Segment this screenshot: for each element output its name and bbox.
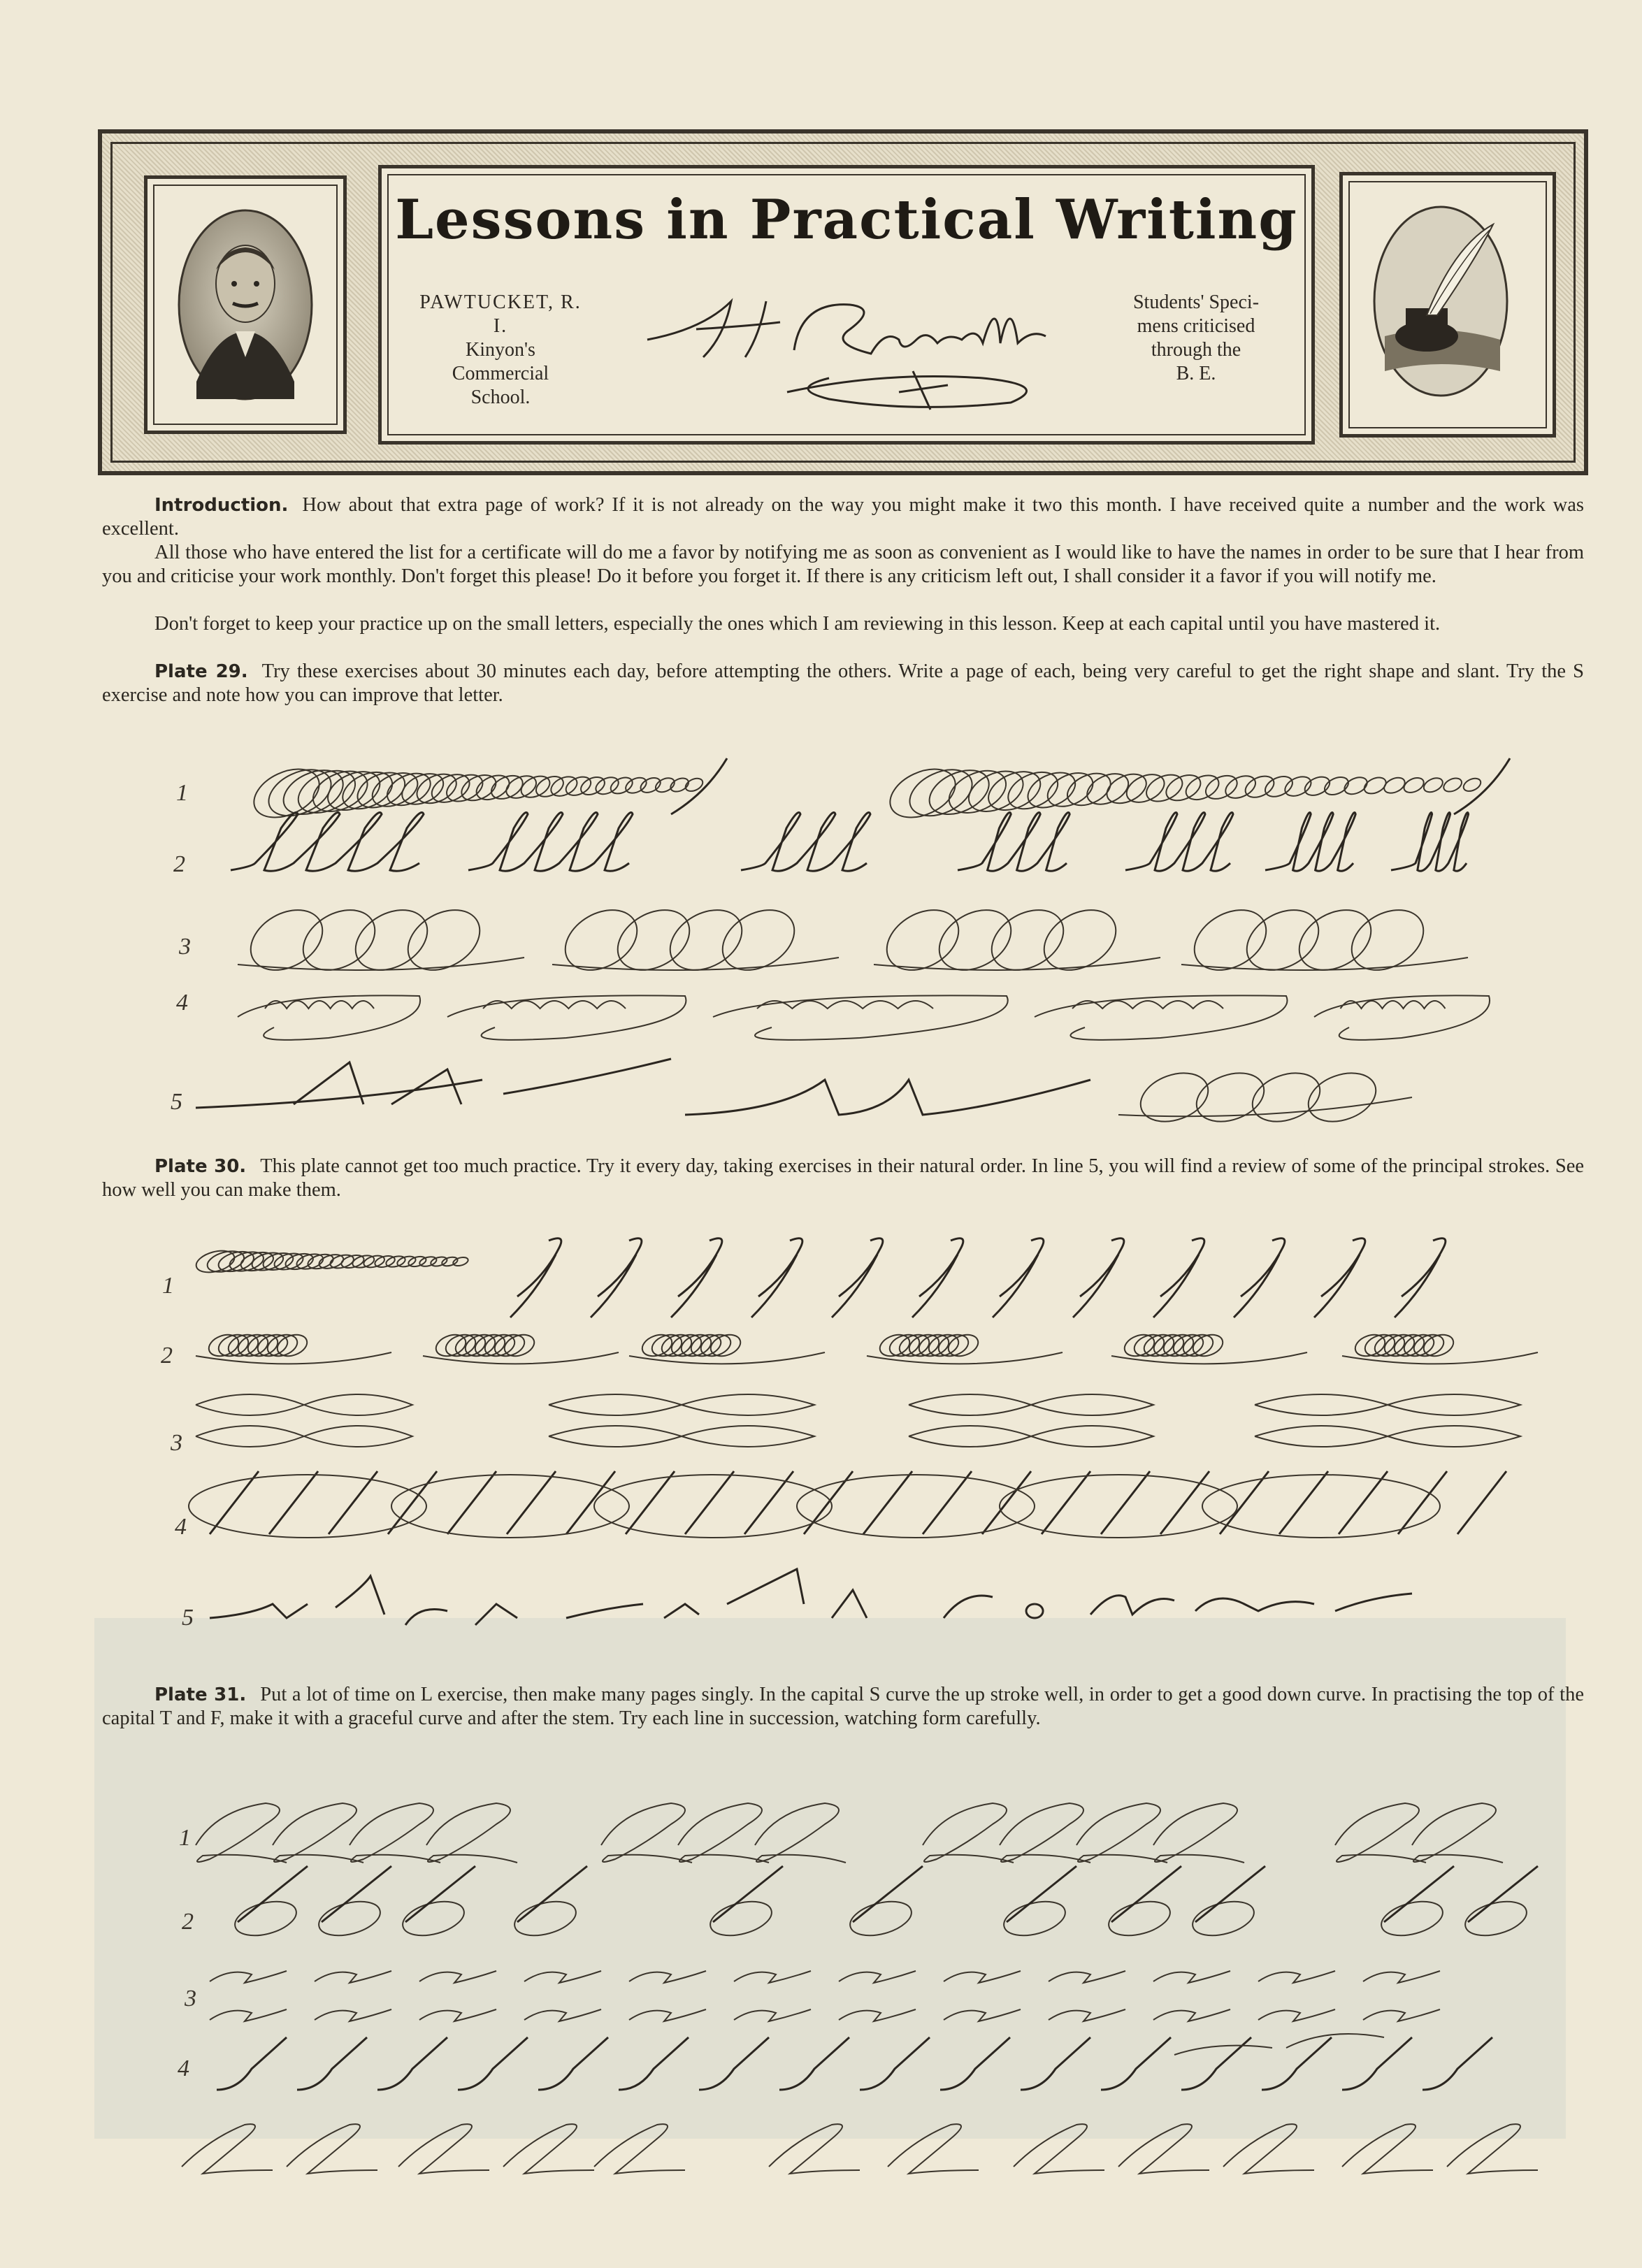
plate29-row-3-ovals <box>238 898 1468 983</box>
capital-L-stroke <box>1153 1803 1244 1863</box>
banner-title: Lessons in Practical Writing <box>395 188 1298 252</box>
capital-L-stroke <box>923 1803 1014 1863</box>
capital-S-upstroke <box>1468 1866 1538 1922</box>
slant-stroke <box>210 1471 259 1534</box>
plate29-row-5-strokes <box>196 1059 1412 1130</box>
plate31-exercises <box>154 1761 1538 2181</box>
cap-stroke <box>1258 2009 1335 2021</box>
capital-S-upstroke <box>713 1866 783 1922</box>
loop-letter-stroke <box>1125 813 1233 872</box>
capital-S-upstroke <box>322 1866 391 1922</box>
capital-oval <box>1134 1064 1215 1130</box>
critique-line-2: mens criticised <box>1137 315 1255 337</box>
stem-stroke <box>1342 2037 1412 2090</box>
compact-baseline <box>1111 1352 1307 1364</box>
cap-stroke <box>944 1971 1021 1983</box>
cap-stroke <box>839 2009 916 2021</box>
cap-stroke <box>419 2009 496 2021</box>
figure-eight <box>549 1426 814 1447</box>
cap-stroke <box>1049 2009 1125 2021</box>
capital-stem-stroke <box>912 1238 963 1317</box>
stem-stroke <box>1423 2037 1492 2090</box>
cap-stroke <box>1153 1971 1230 1983</box>
intro-paragraph-3: Don't forget to keep your practice up on the small letters, especially the ones which I am reviewing in this lesson. Keep at each capital until you have mastered it. <box>154 613 1441 635</box>
loop-letter-stroke <box>1265 813 1355 872</box>
plate30-lead: Plate 30. <box>154 1156 247 1177</box>
plate31-drawing <box>154 1761 1538 2181</box>
stem-stroke <box>940 2037 1010 2090</box>
capital-stem-stroke <box>832 1238 883 1317</box>
plate29-row-2-loops <box>231 813 1469 872</box>
slant-stroke <box>863 1471 912 1534</box>
capital-S-upstroke <box>853 1866 923 1922</box>
stem-stroke <box>538 2037 608 2090</box>
cap-stroke <box>1363 2009 1440 2021</box>
capital-L-stroke <box>287 2124 377 2174</box>
slant-stroke <box>507 1471 556 1534</box>
plate29-line-number-5: 5 <box>171 1089 182 1115</box>
compact-baseline <box>867 1352 1063 1364</box>
capital-L-stroke <box>1076 1803 1167 1863</box>
capital-L-stroke <box>350 1803 440 1863</box>
plate31-row-2-capital-S <box>231 1866 1538 1942</box>
capital-L-stroke <box>398 2124 489 2174</box>
coil-oval <box>1441 776 1464 795</box>
plate29-exercises <box>154 716 1538 1136</box>
plate29-line-number-4: 4 <box>176 990 188 1016</box>
cap-stroke <box>629 1971 706 1983</box>
oval-baseline <box>1181 958 1468 970</box>
plate31-line-number-3: 3 <box>185 1986 196 2011</box>
plate31-line-number-1: 1 <box>179 1825 191 1851</box>
intro-text-1: How about that extra page of work? If it is not already on the way you might make it two this month. I have received quite a number and the work was excellent. <box>102 494 1584 540</box>
plate31-row-1-capital-L <box>196 1803 1503 1863</box>
capital-S-upstroke <box>405 1866 475 1922</box>
signature-image <box>619 273 1081 420</box>
capital-S-stroke <box>1223 2124 1314 2174</box>
plate29-line-number-3: 3 <box>179 934 191 960</box>
compact-baseline <box>196 1352 391 1364</box>
oval-baseline <box>874 958 1160 970</box>
capital-stem-stroke <box>510 1238 561 1317</box>
stem-stroke <box>699 2037 769 2090</box>
capital-L-stroke <box>1412 1803 1503 1863</box>
author-portrait-image <box>175 207 315 403</box>
header-banner <box>98 129 1588 475</box>
figure-eight <box>549 1394 814 1415</box>
stem-stroke <box>297 2037 367 2090</box>
compact-letter <box>757 1001 933 1009</box>
capital-stem-stroke <box>993 1238 1044 1317</box>
plate30-line-number-4: 4 <box>175 1514 187 1540</box>
capital-stem-stroke <box>591 1238 642 1317</box>
stem-stroke <box>1262 2037 1332 2090</box>
capital-L-stroke <box>755 1803 846 1863</box>
slant-stroke <box>1101 1471 1150 1534</box>
cap-stroke <box>524 1971 601 1983</box>
figure-eight <box>909 1426 1153 1447</box>
school-name-3: School. <box>470 387 531 408</box>
coil-exit-stroke <box>671 758 727 814</box>
school-city: PAWTUCKET, R. I. <box>419 291 582 337</box>
compact-oval <box>1035 995 1288 1039</box>
coil-oval <box>1462 776 1483 793</box>
review-stroke <box>210 1576 517 1625</box>
plate31-row-4-stems <box>217 2034 1492 2090</box>
plate29-paragraph <box>102 660 1584 707</box>
capital-L-stroke <box>601 1803 692 1863</box>
school-info <box>410 291 591 410</box>
plate31-line-number-4: 4 <box>178 2056 189 2081</box>
intro-paragraph-2: All those who have entered the list for a certificate will do me a favor by notifying me as soon as convenient as I would like to have the names in order to be sure that I hear from you and criticise your work monthly. Don't forget this please! Do it before you forget it. If there is any criticism left out, I shall consider it a favor if you will notify me. <box>102 542 1584 587</box>
capital-S-upstroke <box>1111 1866 1181 1922</box>
capital-S-stroke <box>503 2124 594 2174</box>
review-stroke <box>566 1569 867 1618</box>
cap-stroke <box>839 1971 916 1983</box>
plate31-text: Put a lot of time on L exercise, then make many pages singly. In the capital S curve the up stroke well, in order to get a good down curve. In practising the top of the capital T and F, make it with a graceful curve and after the stem. Try each line in succession, watching form carefully. <box>102 1684 1584 1729</box>
capital-L-stroke <box>1342 2124 1433 2174</box>
coil-oval <box>1422 775 1445 795</box>
slant-stroke <box>1457 1471 1506 1534</box>
cap-stroke <box>629 2009 706 2021</box>
oval-baseline <box>552 958 839 970</box>
compact-baseline <box>629 1352 825 1364</box>
capital-oval <box>1302 1064 1383 1130</box>
capital-stem-stroke <box>1073 1238 1124 1317</box>
cap-stroke <box>944 2009 1021 2021</box>
slant-stroke <box>1339 1471 1388 1534</box>
capital-oval <box>1246 1064 1327 1130</box>
capital-stem-stroke <box>1234 1238 1285 1317</box>
compact-oval <box>447 995 686 1039</box>
capital-S-stroke <box>182 2124 273 2174</box>
loop-letter-stroke <box>958 813 1070 872</box>
plate29-drawing <box>154 716 1538 1136</box>
plate29-line-number-1: 1 <box>176 780 188 806</box>
critique-info <box>1098 291 1294 386</box>
capital-oval <box>1190 1064 1271 1130</box>
slant-stroke <box>329 1471 377 1534</box>
cap-stroke <box>210 1971 287 1983</box>
capital-L-stroke <box>769 2124 860 2174</box>
stem-stroke <box>779 2037 849 2090</box>
plate30-line-number-1: 1 <box>162 1273 174 1299</box>
stem-stroke <box>619 2037 689 2090</box>
figure-eight <box>196 1426 412 1447</box>
capital-S-upstroke <box>238 1866 308 1922</box>
plate31-lead: Plate 31. <box>154 1684 247 1705</box>
coil-oval <box>1382 774 1407 796</box>
cap-stroke <box>734 1971 811 1983</box>
cap-stroke <box>1049 1971 1125 1983</box>
loop-letter-stroke <box>741 813 870 872</box>
cap-stroke <box>210 2009 287 2021</box>
capital-stem-stroke <box>1153 1238 1204 1317</box>
capital-L-stroke <box>273 1803 363 1863</box>
stem-stroke <box>860 2037 930 2090</box>
intro-lead: Introduction. <box>154 495 289 516</box>
coil-oval <box>1402 775 1426 795</box>
capital-stem-stroke <box>1314 1238 1365 1317</box>
cap-stroke <box>419 1971 496 1983</box>
cap-stroke <box>734 2009 811 2021</box>
plate29-lead: Plate 29. <box>154 661 248 682</box>
slant-stroke <box>1279 1471 1328 1534</box>
principal-stroke <box>685 1080 1090 1115</box>
compact-baseline <box>1342 1352 1538 1364</box>
cap-stroke <box>315 2009 391 2021</box>
quill-inkwell-image <box>1371 203 1511 399</box>
figure-eight <box>909 1394 1153 1415</box>
loop-letter-stroke <box>1391 813 1469 872</box>
plate31-paragraph <box>102 1683 1584 1731</box>
plate30-paragraph <box>102 1155 1584 1202</box>
plate30-exercises <box>154 1213 1538 1646</box>
critique-line-3: through the <box>1151 339 1241 361</box>
capital-S-stroke <box>888 2124 979 2174</box>
compact-letter <box>1341 1001 1446 1009</box>
compact-letter <box>1072 1001 1223 1009</box>
plate30-line-number-2: 2 <box>161 1343 173 1368</box>
capital-S-upstroke <box>1195 1866 1265 1922</box>
principal-stroke <box>196 1059 671 1108</box>
coil-exit-stroke <box>1454 758 1510 814</box>
plate30-row-2-compact-ovals <box>196 1331 1538 1364</box>
quill-frame <box>1339 172 1556 438</box>
cap-stroke <box>1153 2009 1230 2021</box>
capital-L-stroke <box>594 2124 685 2174</box>
figure-eight <box>196 1394 412 1415</box>
capital-S-upstroke <box>517 1866 587 1922</box>
school-name-1: Kinyon's <box>466 339 535 361</box>
compact-oval <box>1314 995 1490 1039</box>
plate29-row-1-ovals <box>246 758 1510 827</box>
plate31-row-3-caps <box>210 1971 1440 2021</box>
slant-stroke <box>447 1471 496 1534</box>
capital-L-stroke <box>678 1803 769 1863</box>
compact-letter <box>265 1001 374 1009</box>
capital-stem-stroke <box>671 1238 722 1317</box>
slant-stroke <box>685 1471 734 1534</box>
stem-stroke <box>1021 2037 1090 2090</box>
intro-paragraph-1 <box>102 493 1584 541</box>
capital-S-upstroke <box>1384 1866 1454 1922</box>
capital-L-stroke <box>1118 2124 1209 2174</box>
review-stroke <box>944 1594 1412 1618</box>
slant-stroke <box>923 1471 972 1534</box>
cap-stroke <box>1258 1971 1335 1983</box>
cap-stroke <box>1363 1971 1440 1983</box>
plate30-row-3-figure-eights <box>196 1394 1520 1447</box>
plate29-line-number-2: 2 <box>173 851 185 877</box>
compact-oval <box>238 995 420 1039</box>
compact-oval <box>713 995 1008 1039</box>
plate30-row-4-slant-strokes <box>189 1471 1506 1538</box>
school-name-2: Commercial <box>452 363 549 384</box>
plate29-row-4-compact <box>238 995 1490 1039</box>
capital-stem-stroke <box>751 1238 802 1317</box>
compact-baseline <box>423 1352 619 1364</box>
stem-stroke <box>1101 2037 1171 2090</box>
capital-L-stroke <box>1447 2124 1538 2174</box>
loop-letter-stroke <box>231 813 424 872</box>
capital-L-stroke <box>1335 1803 1426 1863</box>
capital-L-stroke <box>196 1803 287 1863</box>
slant-stroke <box>626 1471 675 1534</box>
capital-stem-stroke <box>1395 1238 1446 1317</box>
compact-letter <box>483 1001 626 1009</box>
plate30-drawing <box>154 1213 1538 1646</box>
capital-L-stroke <box>1000 1803 1090 1863</box>
plate30-row-5-review-strokes <box>210 1569 1412 1625</box>
plate31-line-number-2: 2 <box>182 1909 194 1935</box>
portrait-frame <box>144 175 347 434</box>
loop-letter-stroke <box>468 813 633 872</box>
capital-S-upstroke <box>1007 1866 1076 1922</box>
slant-stroke <box>269 1471 318 1534</box>
stem-stroke <box>458 2037 528 2090</box>
title-panel <box>378 165 1315 445</box>
capital-L-stroke <box>426 1803 517 1863</box>
plate30-row-1-capitals <box>194 1238 1446 1317</box>
stem-stroke <box>217 2037 287 2090</box>
stem-stroke <box>377 2037 447 2090</box>
plate30-text: This plate cannot get too much practice. Try it every day, taking exercises in their natural order. In line 5, you will find a review of some of the principal strokes. See how well you can make them. <box>102 1155 1585 1201</box>
critique-line-1: Students' Speci- <box>1132 291 1260 313</box>
figure-eight <box>1255 1394 1520 1415</box>
oval-baseline <box>238 958 524 970</box>
figure-eight <box>1255 1426 1520 1447</box>
plate30-line-number-5: 5 <box>182 1605 194 1631</box>
plate31-row-5-L-S <box>182 2124 1538 2174</box>
plate29-text: Try these exercises about 30 minutes each day, before attempting the others. Write a page of each, being very careful to get the right shape and slant. Try the S exercise and note how you can improve that letter. <box>102 660 1585 706</box>
capital-L-stroke <box>1014 2124 1104 2174</box>
plate30-line-number-3: 3 <box>171 1430 182 1456</box>
cap-stroke <box>315 1971 391 1983</box>
crossbar-stroke <box>1174 2034 1384 2055</box>
cap-stroke <box>524 2009 601 2021</box>
critique-line-4: B. E. <box>1176 363 1216 384</box>
